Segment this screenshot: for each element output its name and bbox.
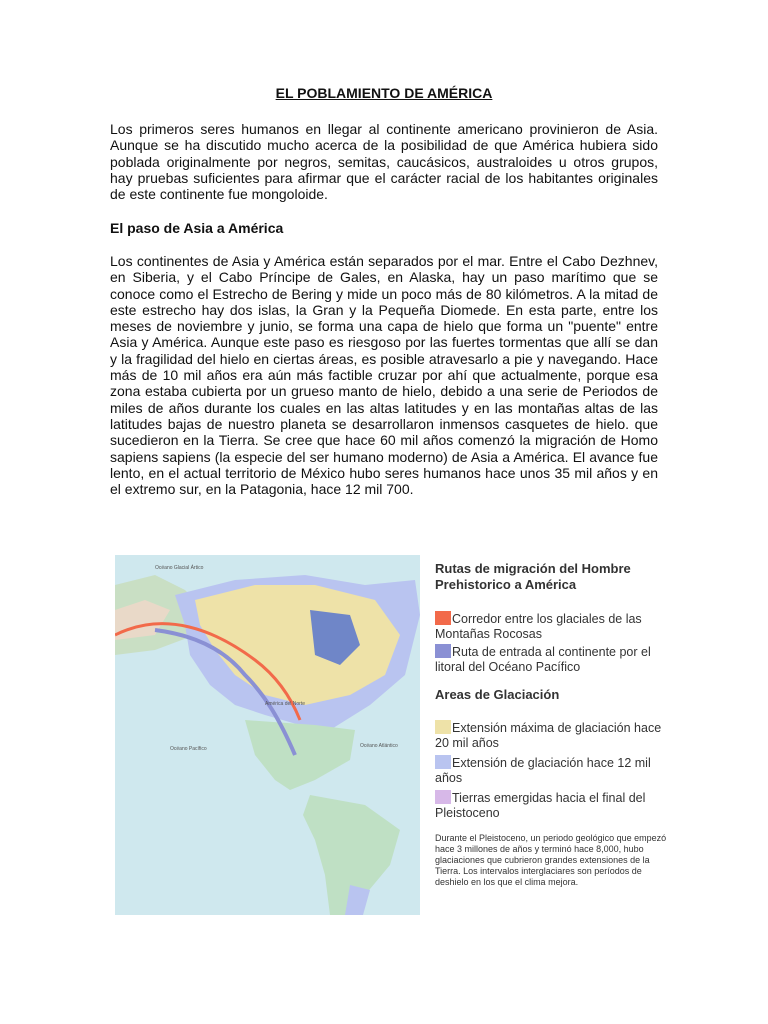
pacific-label: Océano Pacífico <box>170 746 207 752</box>
migration-figure <box>115 555 670 915</box>
map-legend <box>435 555 670 888</box>
route-2-swatch <box>435 644 451 658</box>
glaciation-2-swatch <box>435 755 451 769</box>
route-1-label: Corredor entre los glaciales de las Montañas Rocosas <box>435 612 642 641</box>
section-heading: El paso de Asia a América <box>110 220 284 236</box>
glaciation-1-label: Extensión máxima de glaciación hace 20 mil años <box>435 721 662 750</box>
bering-paragraph: Los continentes de Asia y América están separados por el mar. Entre el Cabo Dezhnev, en Siberia, y el Cabo Príncipe de Gales, en Alaska, hay un paso marítimo que se conoce como el Estrecho de Bering y mide un poco más de 80 kilómetros. A la mitad de este estrecho hay dos islas, la Gran y la Pequeña Diomede. En esta parte, entre los meses de noviembre y junio, se forma una capa de hielo que forma un "puente" entre Asia y América. Aunque este paso es riesgoso por las fuertes tormentas que allí se dan y la fragilidad del hielo en ciertas áreas, es posible atravesarlo a pie y navegando. Hace más de 10 mil años era aún más factible cruzar por ahí que actualmente, porque esa zona estaba cubierta por un grueso manto de hielo, debido a una serie de Periodos de miles de años durante los cuales en las altas latitudes y en las montañas altas de las latitudes bajas de nuestro planeta se desarrollaron inmensos casquetes de hielo. que sucedieron en la Tierra. Se cree que hace 60 mil años comenzó la migración de Homo sapiens sapiens (la especie del ser humano moderno) de Asia a América. El avance fue lento, en el actual territorio de México hubo seres humanos hace unos 35 mil años y en el extremo sur, en la Patagonia, hace 12 mil 700. <box>110 253 658 498</box>
glaciation-3-label: Tierras emergidas hacia el final del Pleistoceno <box>435 791 646 820</box>
pleistocene-note: Durante el Pleistoceno, un periodo geológico que empezó hace 3 millones de años y terminó hace 8,000, hubo glaciaciones que cubrieron grandes extensiones de la Tierra. Los intervalos interglaciares son períodos de deshielo en los que el clima mejora. <box>435 833 667 887</box>
north-america-label: América del Norte <box>265 701 306 707</box>
legend-item-glaciation-3 <box>435 790 670 821</box>
document-title: EL POBLAMIENTO DE AMÉRICA <box>275 85 493 101</box>
glaciation-2-label: Extensión de glaciación hace 12 mil años <box>435 756 651 785</box>
legend-item-route-1 <box>435 611 670 642</box>
migration-map <box>115 555 420 915</box>
legend-title: Rutas de migración del Hombre Prehistorico a América <box>435 561 631 592</box>
route-1-swatch <box>435 611 451 625</box>
glaciation-3-swatch <box>435 790 451 804</box>
route-2-label: Ruta de entrada al continente por el litoral del Océano Pacífico <box>435 645 651 674</box>
intro-paragraph: Los primeros seres humanos en llegar al continente americano provinieron de Asia. Aunque se ha discutido mucho acerca de la posibilidad de que América hubiera sido poblada originalmente por negros, semitas, caucásicos, australoides u otros grupos, hay pruebas suficientes para afirmar que el carácter racial de los habitantes originales de este continente fue mongoloide. <box>110 121 658 203</box>
legend-item-glaciation-2 <box>435 755 670 786</box>
legend-item-glaciation-1 <box>435 720 670 751</box>
glaciation-title: Areas de Glaciación <box>435 687 560 702</box>
atlantic-label: Océano Atlántico <box>360 743 398 749</box>
glaciation-1-swatch <box>435 720 451 734</box>
legend-item-route-2 <box>435 644 670 675</box>
arctic-label: Océano Glacial Ártico <box>155 565 204 571</box>
